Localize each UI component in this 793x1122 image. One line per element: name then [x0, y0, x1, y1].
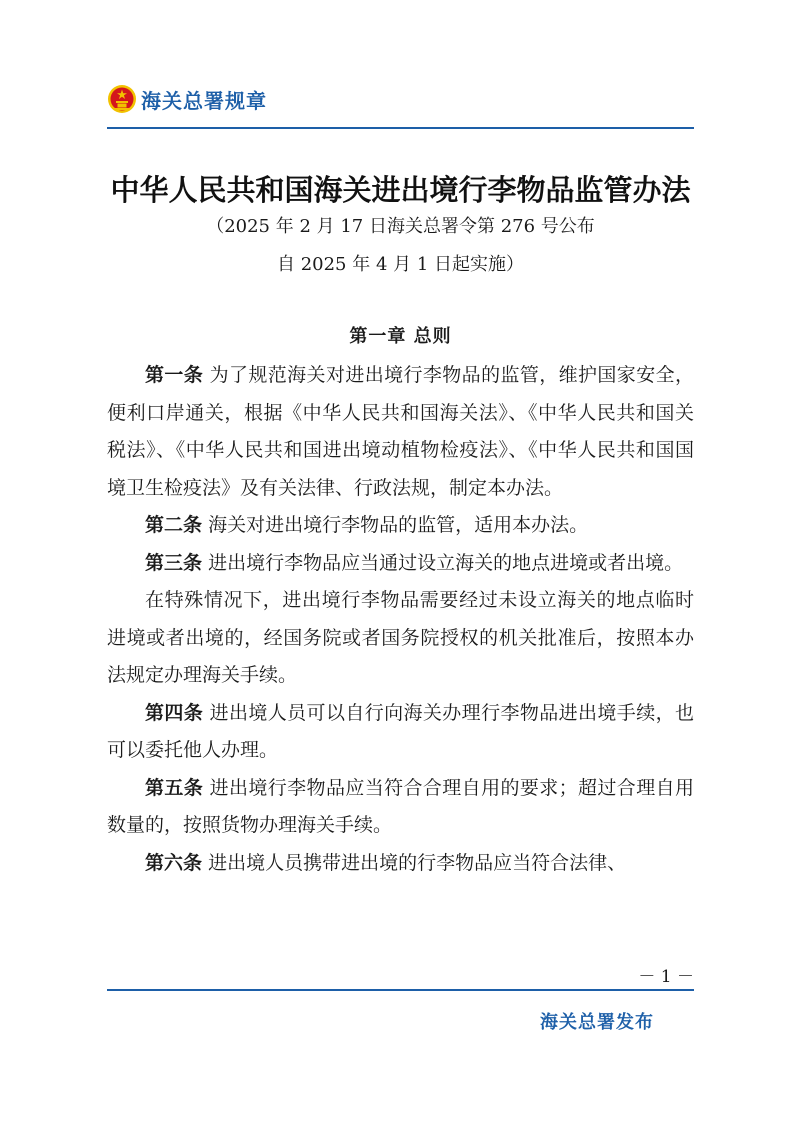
document-body: [107, 357, 694, 882]
paragraph-text: 海关对进出境行李物品的监管，适用本办法。: [208, 514, 589, 536]
document-title: 中华人民共和国海关进出境行李物品监管办法: [110, 173, 691, 207]
article-number: 第六条: [145, 851, 203, 874]
paragraph: [107, 695, 694, 770]
paragraph-text: 进出境行李物品应当通过设立海关的地点进境或者出境。: [208, 551, 684, 574]
paragraph-text: 进出境行李物品应当符合合理自用的要求；超过合理自用数量的，按照货物办理海关手续。: [107, 776, 694, 836]
article-number: 第四条: [145, 701, 204, 724]
paragraph: [107, 545, 694, 583]
paragraph: [107, 507, 694, 545]
paragraph-text: 进出境人员可以自行向海关办理行李物品进出境手续，也可以委托他人办理。: [107, 701, 694, 761]
footer-divider: [107, 989, 694, 991]
paragraph-text: 为了规范海关对进出境行李物品的监管，维护国家安全，便利口岸通关，根据《中华人民共和国海关法》、《中华人民共和国关税法》、《中华人民共和国进出境动植物检疫法》、《中华人民共和国国境卫生检疫法》及有关法律、行政法规，制定本办法。: [107, 364, 694, 499]
paragraph-text: 在特殊情况下，进出境行李物品需要经过未设立海关的地点临时进境或者出境的，经国务院或者国务院授权的机关批准后，按照本办法规定办理海关手续。: [107, 589, 694, 686]
page-header: [107, 84, 267, 114]
paragraph: [107, 582, 694, 695]
chapter-title: 第一章 总则: [349, 326, 452, 347]
header-divider: [107, 127, 694, 129]
article-number: 第五条: [145, 776, 204, 799]
article-number: 第三条: [145, 551, 203, 574]
paragraph: [107, 770, 694, 845]
issue-info-line-2: 自 2025 年 4 月 1 日起实施）: [276, 254, 525, 275]
issue-info-line-1: （2025 年 2 月 17 日海关总署令第 276 号公布: [206, 216, 595, 237]
national-emblem-icon: [107, 84, 137, 114]
page-number: － 1 －: [638, 967, 694, 987]
article-number: 第一条: [145, 364, 204, 386]
paragraph-text: 进出境人员携带进出境的行李物品应当符合法律、: [208, 851, 627, 874]
footer-publisher: 海关总署发布: [540, 1012, 654, 1033]
paragraph: [107, 845, 694, 883]
header-title: 海关总署规章: [141, 88, 267, 113]
article-number: 第二条: [145, 514, 203, 536]
paragraph: [107, 357, 694, 507]
